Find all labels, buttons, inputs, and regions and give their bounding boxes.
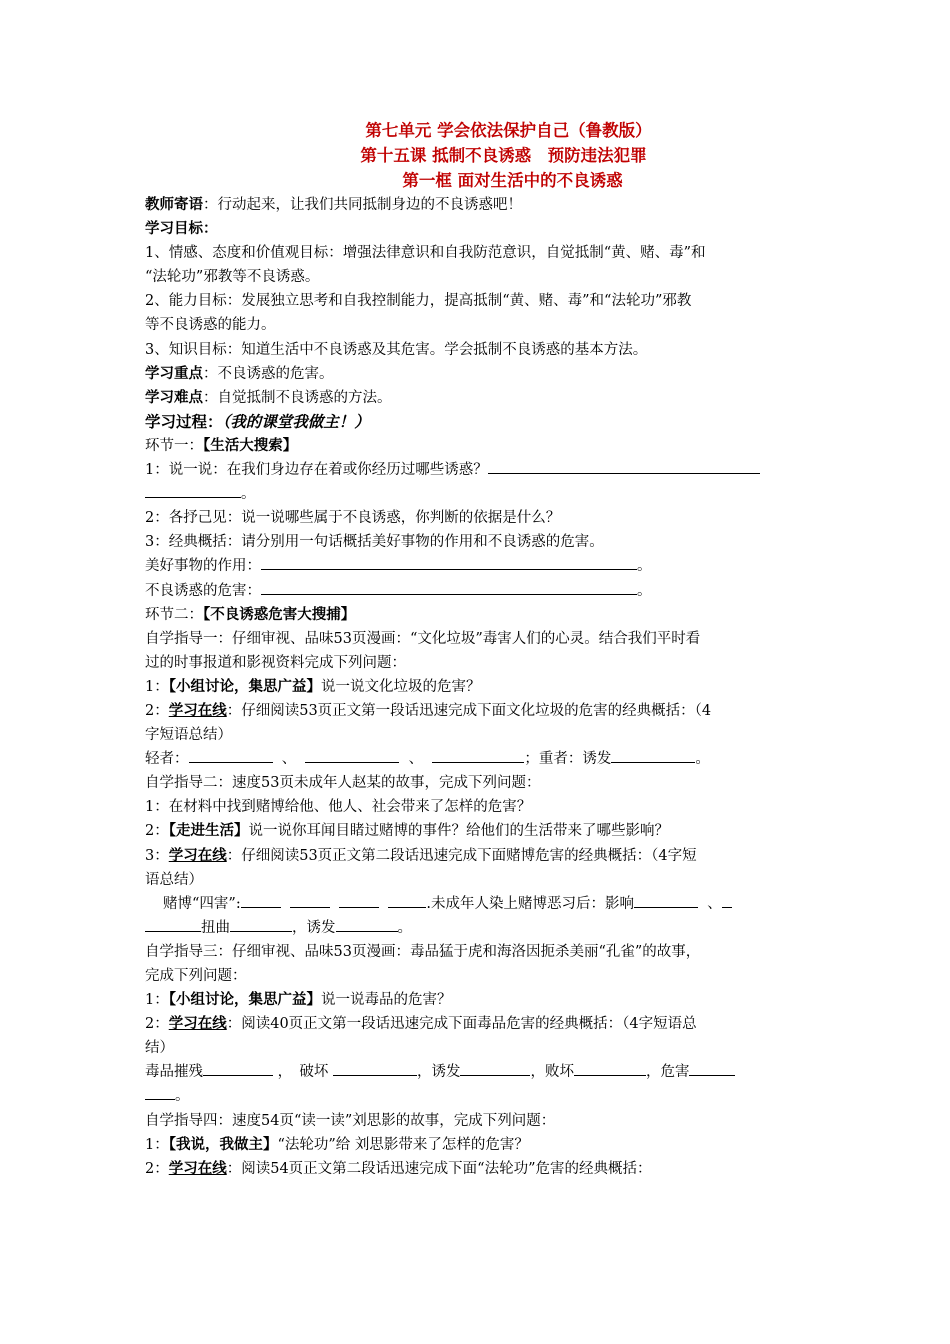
answer-blank[interactable] xyxy=(305,748,399,763)
answer-blank[interactable] xyxy=(261,580,637,595)
g4-question-1: 1：【我说，我做主】“法轮功”给 刘思影带来了怎样的危害？ xyxy=(145,1136,529,1153)
goals-heading: 学习目标： xyxy=(145,221,218,238)
answer-blank[interactable] xyxy=(611,748,695,763)
answer-blank[interactable] xyxy=(290,893,330,908)
teacher-note: 教师寄语：行动起来，让我们共同抵制身边的不良诱惑吧！ xyxy=(145,197,522,213)
goal-2b: 等不良诱惑的能力。 xyxy=(145,317,276,334)
gambling-harm-line-cont: 扭曲 ，诱发 。 xyxy=(145,916,810,940)
guide-1a: 自学指导一：仔细审视、品味53页漫画：“文化垃圾”毒害人们的心灵。结合我们平时看 xyxy=(145,630,701,647)
g1-question-1: 1：【小组讨论，集思广益】说一说文化垃圾的危害？ xyxy=(145,678,481,695)
guide-3b: 完成下列问题： xyxy=(145,968,247,984)
s1-question-1: 1：说一说：在我们身边存在着或你经历过哪些诱惑？ xyxy=(145,458,810,482)
g3-question-2: 2：学习在线：阅读40页正文第一段话迅速完成下面毒品危害的经典概括：（4字短语总 xyxy=(145,1016,697,1033)
answer-blank[interactable] xyxy=(203,1061,273,1076)
guide-4: 自学指导四：速度54页“读一读”刘思影的故事，完成下列问题： xyxy=(145,1112,556,1129)
g3-question-1: 1：【小组讨论，集思广益】说一说毒品的危害？ xyxy=(145,992,452,1009)
answer-blank[interactable] xyxy=(261,555,637,570)
answer-blank[interactable] xyxy=(722,893,732,908)
lesson-title: 第十五课 抵制不良诱惑 预防违法犯罪 xyxy=(360,146,647,165)
answer-blank[interactable] xyxy=(388,893,426,908)
answer-blank[interactable] xyxy=(333,1061,417,1076)
answer-blank[interactable] xyxy=(336,917,398,932)
goal-2a: 2、能力目标：发展独立思考和自我控制能力，提高抵制“黄、赌、毒”和“法轮功”邪教 xyxy=(145,293,692,310)
answer-blank[interactable] xyxy=(689,1061,735,1076)
answer-blank[interactable] xyxy=(339,893,379,908)
drug-harm-line-cont: 。 xyxy=(145,1084,810,1108)
drug-harm-line: 毒品摧残 ， 破坏 ，诱发 ，败坏 ，危害 xyxy=(145,1060,810,1084)
answer-blank[interactable] xyxy=(460,1061,530,1076)
answer-blank[interactable] xyxy=(230,917,292,932)
difficulty: 学习难点：自觉抵制不良诱惑的方法。 xyxy=(145,389,392,406)
bad-temptation-line: 不良诱惑的危害： 。 xyxy=(145,579,810,603)
s1-question-3: 3：经典概括：请分别用一句话概括美好事物的作用和不良诱惑的危害。 xyxy=(145,534,604,551)
process-heading: 学习过程：（我的课堂我做主！） xyxy=(145,412,370,431)
answer-blank[interactable] xyxy=(145,483,241,498)
culture-harm-line: 轻者： 、 、 ；重者：诱发 。 xyxy=(145,747,810,771)
answer-blank[interactable] xyxy=(189,748,273,763)
answer-blank[interactable] xyxy=(574,1061,646,1076)
guide-1b: 过的时事报道和影视资料完成下列问题： xyxy=(145,654,406,671)
s1-question-1-cont: 。 xyxy=(145,482,810,506)
frame-title: 第一框 面对生活中的不良诱惑 xyxy=(402,171,623,190)
section2-heading: 环节二：【不良诱惑危害大搜捕】 xyxy=(145,606,356,623)
g3-question-2-cont: 结） xyxy=(145,1040,174,1057)
g2-question-3-cont: 语总结） xyxy=(145,871,203,888)
s1-question-2: 2：各抒己见：说一说哪些属于不良诱惑，你判断的依据是什么？ xyxy=(145,510,561,527)
g4-question-2: 2：学习在线：阅读54页正文第二段话迅速完成下面“法轮功”危害的经典概括： xyxy=(145,1160,652,1177)
section1-heading: 环节一：【生活大搜索】 xyxy=(145,437,298,454)
process-motto: （我的课堂我做主！） xyxy=(222,412,370,431)
g1-question-2: 2：学习在线：仔细阅读53页正文第一段话迅速完成下面文化垃圾的危害的经典概括：（4 xyxy=(145,702,712,719)
answer-blank[interactable] xyxy=(432,748,524,763)
g2-question-3: 3：学习在线：仔细阅读53页正文第二段话迅速完成下面赌博危害的经典概括：（4字短 xyxy=(145,847,697,864)
document-page xyxy=(145,118,810,1181)
g1-question-2-cont: 字短语总结） xyxy=(145,727,232,744)
answer-blank[interactable] xyxy=(145,917,201,932)
good-things-line: 美好事物的作用： 。 xyxy=(145,554,810,578)
answer-blank[interactable] xyxy=(488,459,760,474)
g2-question-1: 1：在材料中找到赌博给他、他人、社会带来了怎样的危害？ xyxy=(145,799,532,816)
key-point: 学习重点：不良诱惑的危害。 xyxy=(145,365,334,382)
goal-3: 3、知识目标：知道生活中不良诱惑及其危害。学会抵制不良诱惑的基本方法。 xyxy=(145,341,648,358)
g2-question-2: 2：【走进生活】说一说你耳闻目睹过赌博的事件？给他们的生活带来了哪些影响？ xyxy=(145,823,669,840)
answer-blank[interactable] xyxy=(145,1085,175,1100)
answer-blank[interactable] xyxy=(241,893,281,908)
goal-1b: “法轮功”邪教等不良诱惑。 xyxy=(145,269,320,286)
goal-1a: 1、情感、态度和价值观目标：增强法律意识和自我防范意识，自觉抵制“黄、赌、毒”和 xyxy=(145,245,706,262)
gambling-harm-line: 赌博“四害”: .未成年人染上赌博恶习后：影响 、 xyxy=(145,892,810,916)
answer-blank[interactable] xyxy=(634,893,698,908)
guide-3a: 自学指导三：仔细审视、品味53页漫画：毒品猛于虎和海洛因扼杀美丽“孔雀”的故事， xyxy=(145,943,701,960)
unit-title: 第七单元 学会依法保护自己（鲁教版） xyxy=(365,121,652,140)
guide-2: 自学指导二：速度53页未成年人赵某的故事，完成下列问题： xyxy=(145,775,541,792)
